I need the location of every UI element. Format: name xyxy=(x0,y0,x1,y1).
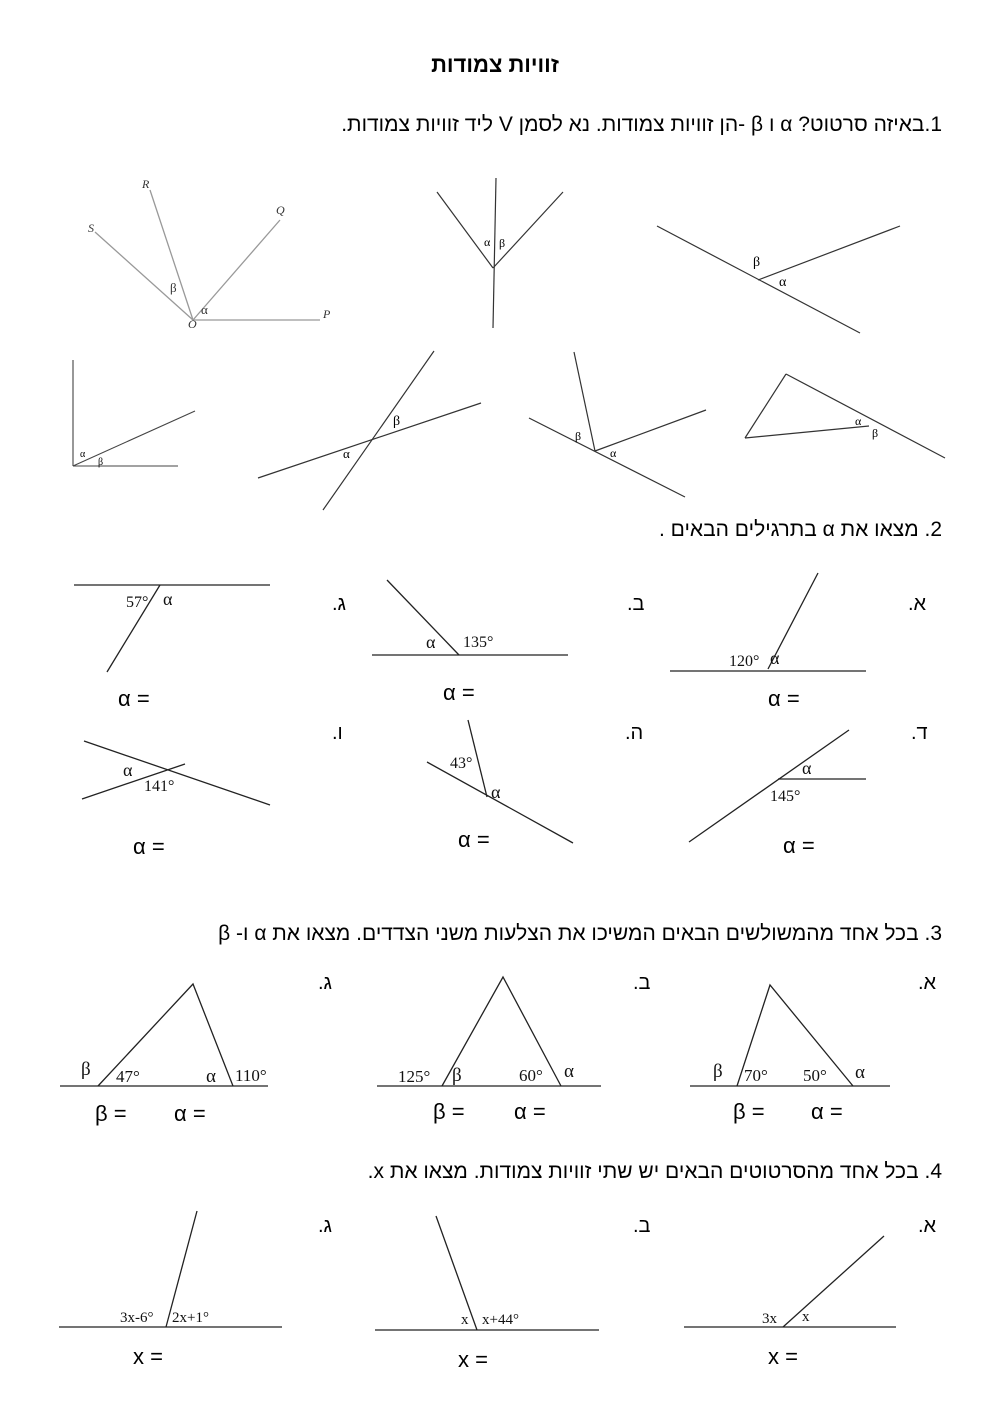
q3b-angle2: 60° xyxy=(519,1066,543,1085)
q1-text: 1.באיזה סרטוט? α ו β -הן זוויות צמודות. נא לסמן V ליד זוויות צמודות. xyxy=(341,113,942,136)
q3-letter-b: ב. xyxy=(633,972,651,994)
q2f-answer[interactable]: α = xyxy=(133,834,165,859)
q2f-alpha: α xyxy=(123,760,133,780)
q2-letter-b: ב. xyxy=(627,593,645,615)
q2d-answer[interactable]: α = xyxy=(783,833,815,858)
q1-fig-x-cross xyxy=(258,351,481,510)
q2a-alpha: α xyxy=(770,648,780,668)
corner-alpha: α xyxy=(80,449,86,460)
q1-fig-two-rays xyxy=(529,352,706,497)
q4-text: 4. בכל אחד מהסרטוטים הבאים יש שתי זוויות צמודות. מצאו את x. xyxy=(367,1160,942,1183)
label-alpha: α xyxy=(201,302,208,317)
q2b-ray xyxy=(387,580,459,655)
q3a-beta: β xyxy=(713,1061,723,1082)
q3a-angle1: 70° xyxy=(744,1066,768,1085)
q2-letter-d: ד. xyxy=(911,722,928,744)
q3a-answer-beta[interactable]: β = xyxy=(733,1099,765,1124)
label-q: Q xyxy=(276,203,285,217)
q4a-angle1: 3x xyxy=(762,1311,777,1327)
q1-fig-v-shape xyxy=(437,178,563,328)
x-alpha: α xyxy=(343,446,350,461)
q4-letter-c: ג. xyxy=(318,1215,333,1237)
q2e-line xyxy=(427,762,573,843)
q2a-angle: 120° xyxy=(729,653,760,670)
cr-alpha: α xyxy=(779,275,787,290)
q2-letter-a: א. xyxy=(908,593,927,615)
q2a-answer[interactable]: α = xyxy=(768,686,800,711)
tr-alpha: α xyxy=(610,446,617,460)
tri-alpha: α xyxy=(855,414,862,428)
corner-beta: β xyxy=(98,457,104,468)
label-s: S xyxy=(88,221,94,235)
q2-letter-c: ג. xyxy=(332,593,347,615)
q2-text: 2. מצאו את α בתרגילים הבאים . xyxy=(658,518,942,541)
q3-letter-c: ג. xyxy=(318,972,333,994)
q4-letter-a: א. xyxy=(918,1215,937,1237)
tri-beta: β xyxy=(872,426,879,440)
q1-fig-corner xyxy=(73,360,195,466)
q3c-answer-beta[interactable]: β = xyxy=(95,1101,127,1126)
q2d-alpha: α xyxy=(802,758,812,778)
q4b-ray xyxy=(436,1216,477,1330)
q2d-angle: 145° xyxy=(770,788,801,805)
q3-letter-a: א. xyxy=(918,972,937,994)
q2b-answer[interactable]: α = xyxy=(443,680,475,705)
label-p: P xyxy=(323,307,331,321)
q2b-angle: 135° xyxy=(463,634,494,651)
worksheet-title: זוויות צמודות xyxy=(431,52,559,77)
q2-letter-f: ו. xyxy=(332,722,343,744)
q3b-answer-alpha[interactable]: α = xyxy=(514,1099,546,1124)
q2d-line xyxy=(689,730,849,842)
q3a-angle2: 50° xyxy=(803,1066,827,1085)
tr-beta: β xyxy=(575,429,582,443)
q2c-answer[interactable]: α = xyxy=(118,686,150,711)
v-alpha: α xyxy=(484,235,491,249)
q4b-angle2: x+44° xyxy=(482,1312,519,1328)
label-o: O xyxy=(188,317,197,331)
q3b-answer-beta[interactable]: β = xyxy=(433,1099,465,1124)
q2e-angle: 43° xyxy=(450,755,473,772)
q3c-beta: β xyxy=(81,1059,91,1080)
q2c-angle: 57° xyxy=(126,594,149,611)
q3c-answer-alpha[interactable]: α = xyxy=(174,1101,206,1126)
q2f-angle: 141° xyxy=(144,778,175,795)
cr-beta: β xyxy=(753,255,761,270)
q2c-alpha: α xyxy=(163,589,173,609)
q3b-alpha: α xyxy=(564,1061,574,1082)
q3b-beta: β xyxy=(452,1065,462,1086)
q3a-alpha: α xyxy=(855,1062,865,1083)
q1-fig-triangle xyxy=(745,374,945,458)
v-beta: β xyxy=(499,236,506,250)
q3c-angle1: 47° xyxy=(116,1067,140,1086)
q3c-angle2: 110° xyxy=(235,1066,267,1085)
q1-fig-rays-sopqr xyxy=(95,190,320,320)
q4-letter-b: ב. xyxy=(633,1215,651,1237)
q3b-angle1: 125° xyxy=(398,1067,431,1086)
q4c-angle2: 2x+1° xyxy=(172,1310,209,1326)
q2-letter-e: ה. xyxy=(625,722,644,744)
label-r: R xyxy=(142,177,150,191)
x-beta: β xyxy=(393,414,401,429)
q4a-ray xyxy=(783,1236,884,1327)
q2e-alpha: α xyxy=(491,782,501,802)
q2b-alpha: α xyxy=(426,632,436,652)
q2f-line1 xyxy=(84,741,270,805)
q2e-answer[interactable]: α = xyxy=(458,827,490,852)
q4c-angle1: 3x-6° xyxy=(120,1310,154,1326)
q3a-answer-alpha[interactable]: α = xyxy=(811,1099,843,1124)
q4a-answer[interactable]: x = xyxy=(768,1344,798,1369)
label-beta: β xyxy=(170,280,177,295)
q4a-angle2: x xyxy=(802,1309,810,1325)
q4b-answer[interactable]: x = xyxy=(458,1347,488,1372)
q4b-angle1: x xyxy=(461,1312,469,1328)
q3c-alpha: α xyxy=(206,1066,216,1087)
q4c-answer[interactable]: x = xyxy=(133,1344,163,1369)
q3-text: 3. בכל אחד מהמשולשים הבאים המשיכו את הצלעות משני הצדדים. מצאו את α ו- β xyxy=(218,922,942,945)
